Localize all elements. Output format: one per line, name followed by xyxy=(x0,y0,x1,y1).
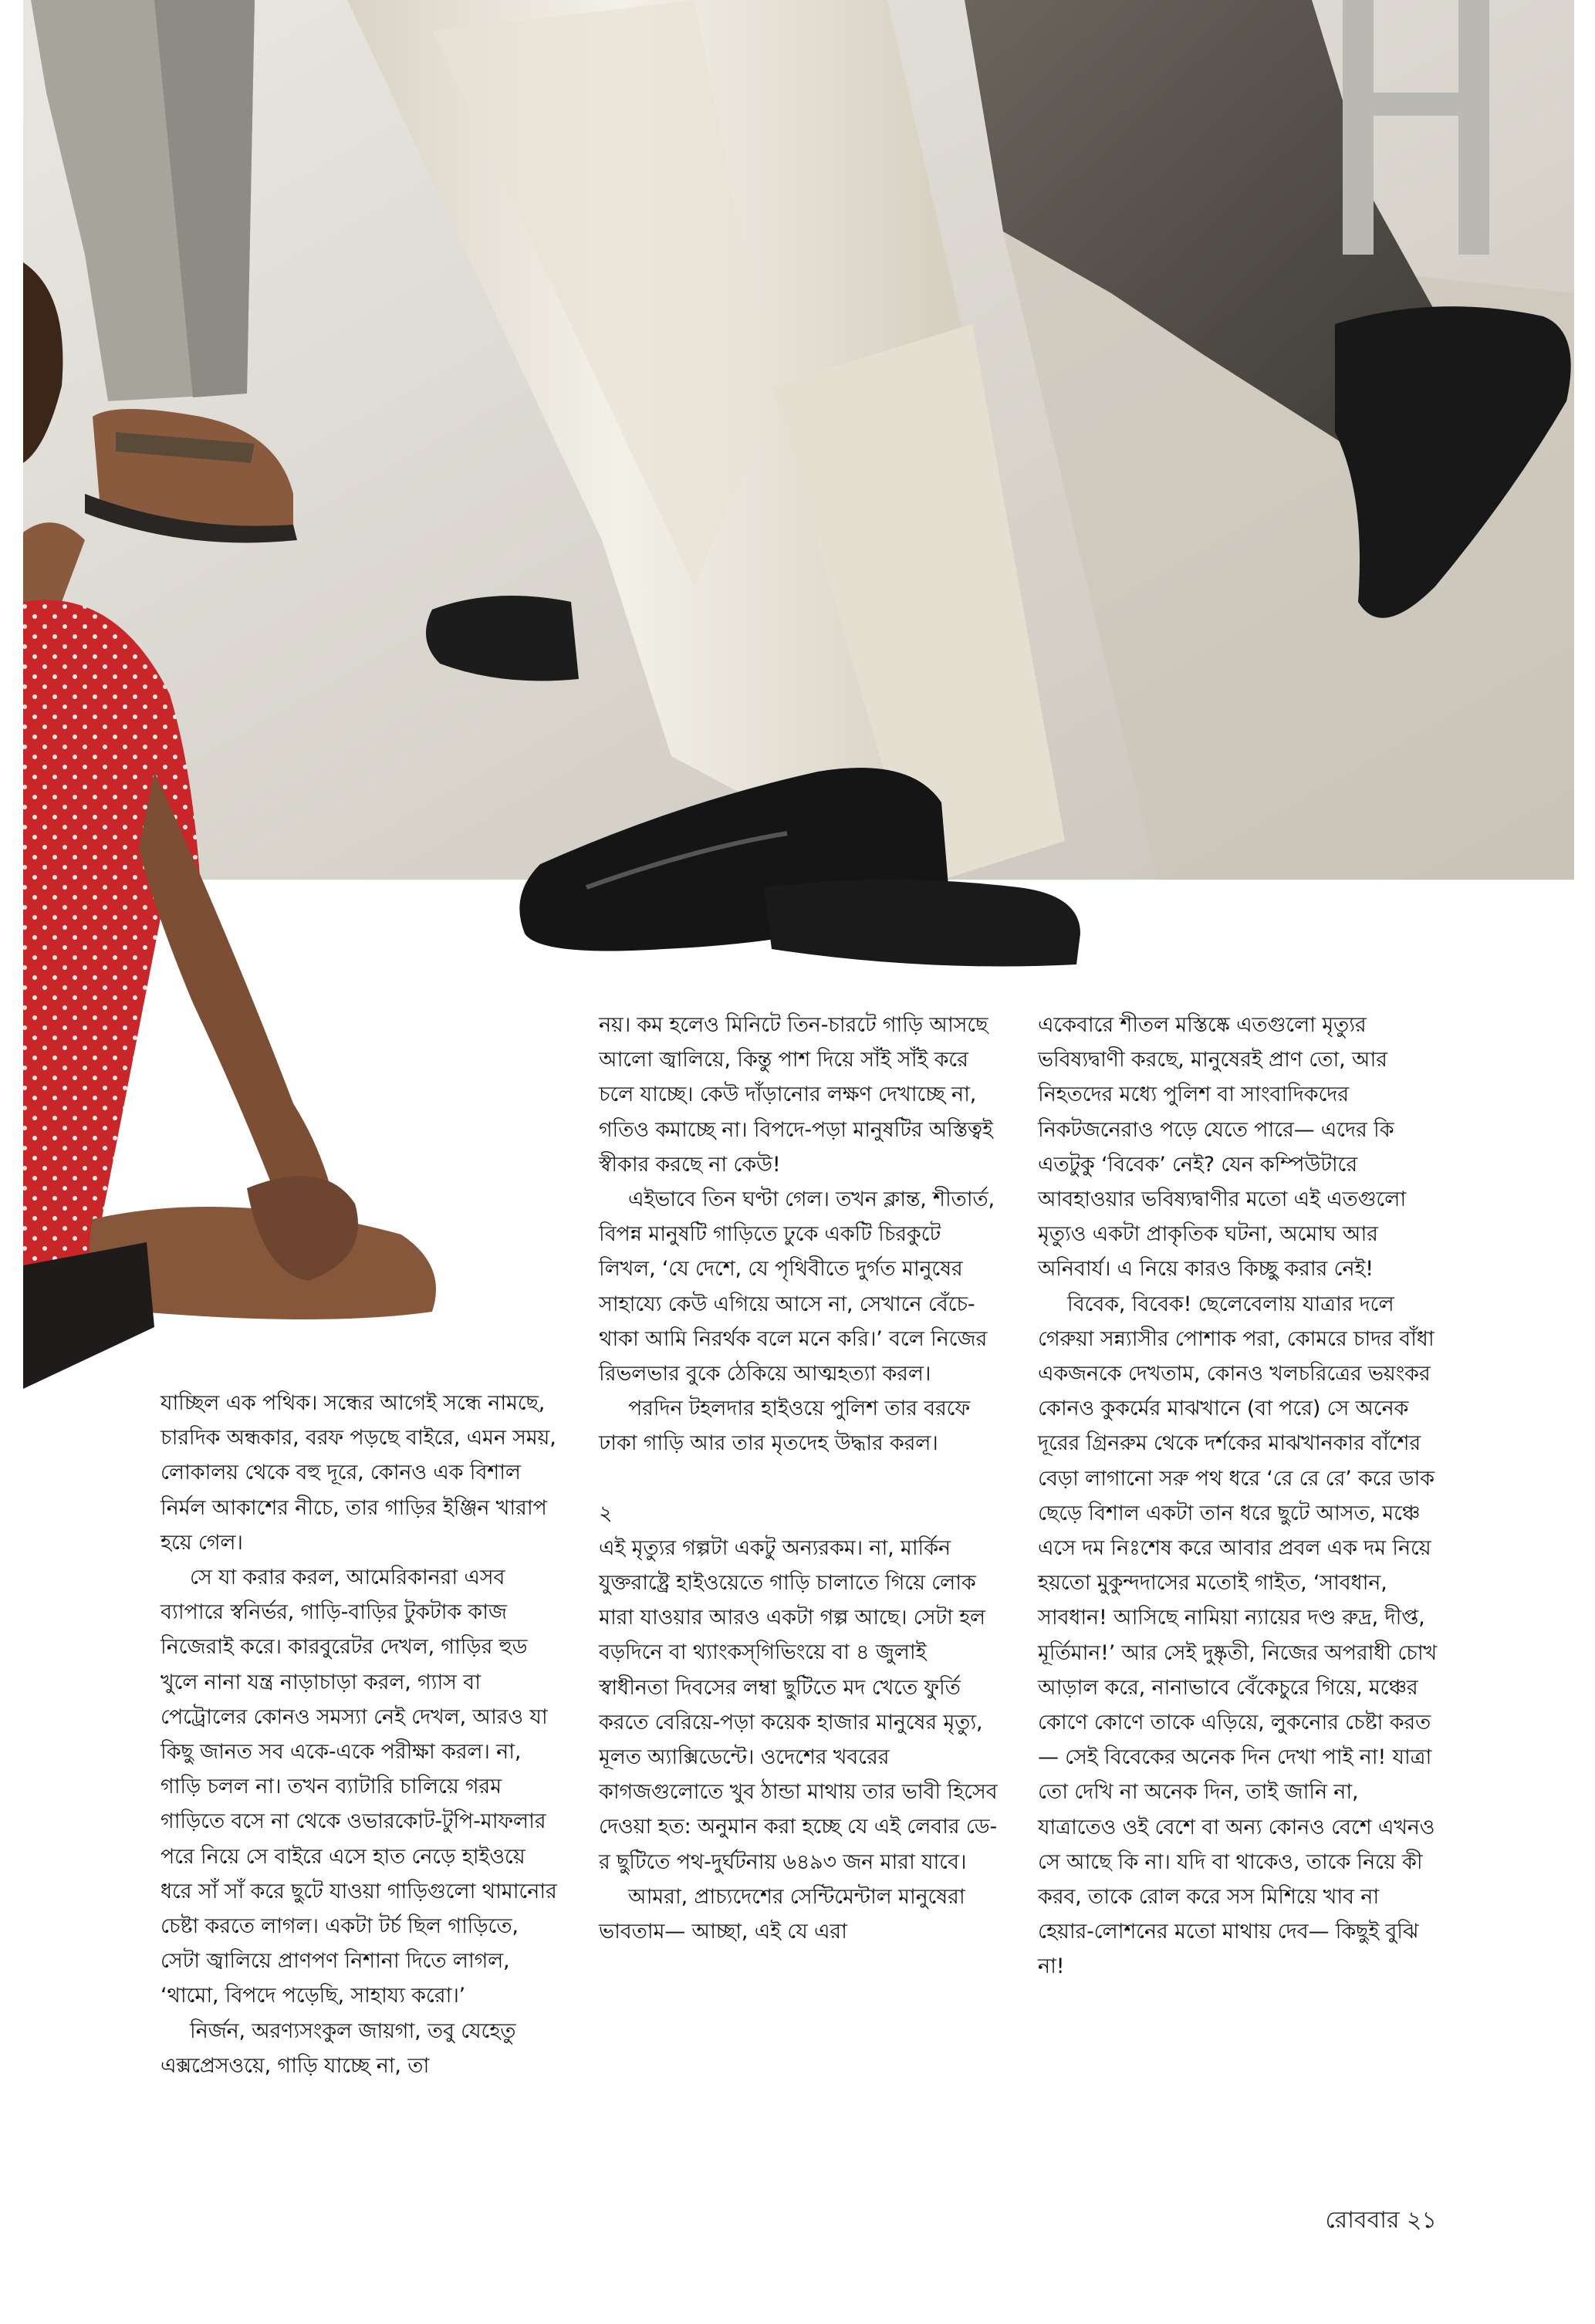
shoe-centre-back xyxy=(764,880,1080,967)
text-column-3 xyxy=(1038,1008,1439,1985)
child-cloth xyxy=(23,1242,154,1389)
paragraph: নয়। কম হলেও মিনিটে তিন-চারটে গাড়ি আসছে আলো জ্বালিয়ে, কিন্তু পাশ দিয়ে সাঁই সাঁই করে চলে যাচ্ছে। কেউ দাঁড়ানোর লক্ষণ দেখাচ্ছে না, গতিও কমাচ্ছে না। বিপদে-পড়া মানুষটির অস্তিত্বই স্বীকার করছে না কেউ! xyxy=(599,1013,993,1177)
text-column-2 xyxy=(599,1008,1000,1949)
paragraph: সে যা করার করল, আমেরিকানরা এসব ব্যাপারে স্বনির্ভর, গাড়ি-বাড়ির টুকটাক কাজ নিজেরাই করে। কারবুরেটর দেখল, গাড়ির হুড খুলে নানা যন্ত্র নাড়াচাড়া করল, গ্যাস বা পেট্রোলের কোনও সমস্যা নেই দেখল, আরও যা কিছু জানত সব একে-একে পরীক্ষা করল। না, গাড়ি চলল না। তখন ব্যাটারি চালিয়ে গরম গাড়িতে বসে না থেকে ওভারকোট-টুপি-মাফলার পরে নিয়ে সে বাইরে এসে হাত নেড়ে হাইওয়ে ধরে সাঁ সাঁ করে ছুটে যাওয়া গাড়িগুলো থামানোর চেষ্টা করতে লাগল। একটা টর্চ ছিল গাড়িতে, সেটা জ্বালিয়ে প্রাণপণ নিশানা দিতে লাগল, ‘থামো, বিপদে পড়েছি, সাহায্য করো।’ xyxy=(161,1566,557,2008)
section-number: ২ xyxy=(599,1501,613,1525)
paragraph: যাচ্ছিল এক পথিক। সন্ধের আগেই সন্ধে নামছে, চারদিক অন্ধকার, বরফ পড়ছে বাইরে, এমন সময়, লোকালয় থেকে বহু দূরে, কোনও এক বিশাল নির্মল আকাশের নীচে, তার গাড়ির ইঞ্জিন খারাপ হয়ে গেল। xyxy=(161,1391,556,1555)
paragraph: আমরা, প্রাচ্যদেশের সেন্টিমেন্টাল মানুষেরা ভাবতাম— আচ্ছা, এই যে এরা xyxy=(599,1884,965,1944)
paragraph: নির্জন, অরণ্যসংকুল জায়গা, তবু যেহেতু এক্সপ্রেসওয়ে, গাড়ি যাচ্ছে না, তা xyxy=(161,2018,516,2078)
paragraph: বিবেক, বিবেক! ছেলেবেলায় যাত্রার দলে গেরুয়া সন্ন্যাসীর পোশাক পরা, কোমরে চাদর বাঁধা একজনকে দেখতাম, কোনও খলচরিত্রের ভয়ংকর কোনও কুকর্মের মাঝখানে (বা পরে) সে অনেক দূরের গ্রিনরুম থেকে দর্শকের মাঝখানকার বাঁশের বেড়া লাগানো সরু পথ ধরে ‘রে রে রে’ করে ডাক ছেড়ে বিশাল একটা তান ধরে ছুটে আসত, মঞ্চে এসে দম নিঃশেষ করে আবার প্রবল এক দম নিয়ে হয়তো মুকুন্দদাসের মতোই গাইত, ‘সাবধান, সাবধান! আসিছে নামিয়া ন্যায়ের দণ্ড রুদ্র, দীপ্ত, মূর্তিমান!’ আর সেই দুষ্কৃতী, নিজের অপরাধী চোখ আড়াল করে, নানাভাবে বেঁকেচুরে গিয়ে, মঞ্চের কোণে কোণে তাকে এড়িয়ে, লুকনোর চেষ্টা করত— সেই বিবেকের অনেক দিন দেখা পাই না! যাত্রা তো দেখি না অনেক দিন, তাই জানি না, যাত্রাতেও ওই বেশে বা অন্য কোনও বেশে এখনও সে আছে কি না। যদি বা থাকেও, তাকে নিয়ে কী করব, তাকে রোল করে সস মিশিয়ে খাব না হেয়ার-লোশনের মতো মাথায় দেব— কিছুই বুঝি না! xyxy=(1038,1292,1438,1979)
paragraph: একেবারে শীতল মস্তিষ্কে এতগুলো মৃত্যুর ভবিষ্যদ্বাণী করছে, মানুষেরই প্রাণ তো, আর নিহতদের মধ্যে পুলিশ বা সাংবাদিকদের নিকটজনেরাও পড়ে যেতে পারে— এদের কি এতটুকু ‘বিবেক’ নেই? যেন কম্পিউটারে আবহাওয়ার ভবিষ্যদ্বাণীর মতো এই এতগুলো মৃত্যুও একটা প্রাকৃতিক ঘটনা, অমোঘ আর অনিবার্য। এ নিয়ে কারও কিচ্ছু করার নেই! xyxy=(1038,1013,1406,1282)
paragraph: এই মৃত্যুর গল্পটা একটু অন্যরকম। না, মার্কিন যুক্তরাষ্ট্রে হাইওয়েতে গাড়ি চালাতে গিয়ে লোক মারা যাওয়ার আরও একটা গল্প আছে। সেটা হল বড়দিনে বা থ্যাংকস্‌গিভিংয়ে বা ৪ জুলাই স্বাধীনতা দিবসের লম্বা ছুটিতে মদ খেতে ফুর্তি করতে বেরিয়ে-পড়া কয়েক হাজার মানুষের মৃত্যু, মূলত অ্যাক্সিডেন্টে। ওদেশের খবরের কাগজগুলোতে খুব ঠান্ডা মাথায় তার ভাবী হিসেব দেওয়া হত: অনুমান করা হচ্ছে যে এই লেবার ডে-র ছুটিতে পথ-দুর্ঘটনায় ৬৪৯৩ জন মারা যাবে। xyxy=(599,1535,998,1874)
paragraph: পরদিন টহলদার হাইওয়ে পুলিশ তার বরফে ঢাকা গাড়ি আর তার মৃতদেহ উদ্ধার করল। xyxy=(599,1397,971,1456)
paragraph: এইভাবে তিন ঘণ্টা গেল। তখন ক্লান্ত, শীতার্ত, বিপন্ন মানুষটি গাড়িতে ঢুকে একটি চিরকুটে লিখল, ‘যে দেশে, যে পৃথিবীতে দুর্গত মানুষের সাহায্যে কেউ এগিয়ে আসে না, সেখানে বেঁচে-থাকা আমি নিরর্থক বলে মনে করি।’ বলে নিজের রিভলভার বুকে ঠেকিয়ে আত্মহত্যা করল। xyxy=(599,1187,995,1387)
text-column-1 xyxy=(161,1386,562,2083)
page-folio: রোববার ২১ xyxy=(1325,2207,1437,2234)
